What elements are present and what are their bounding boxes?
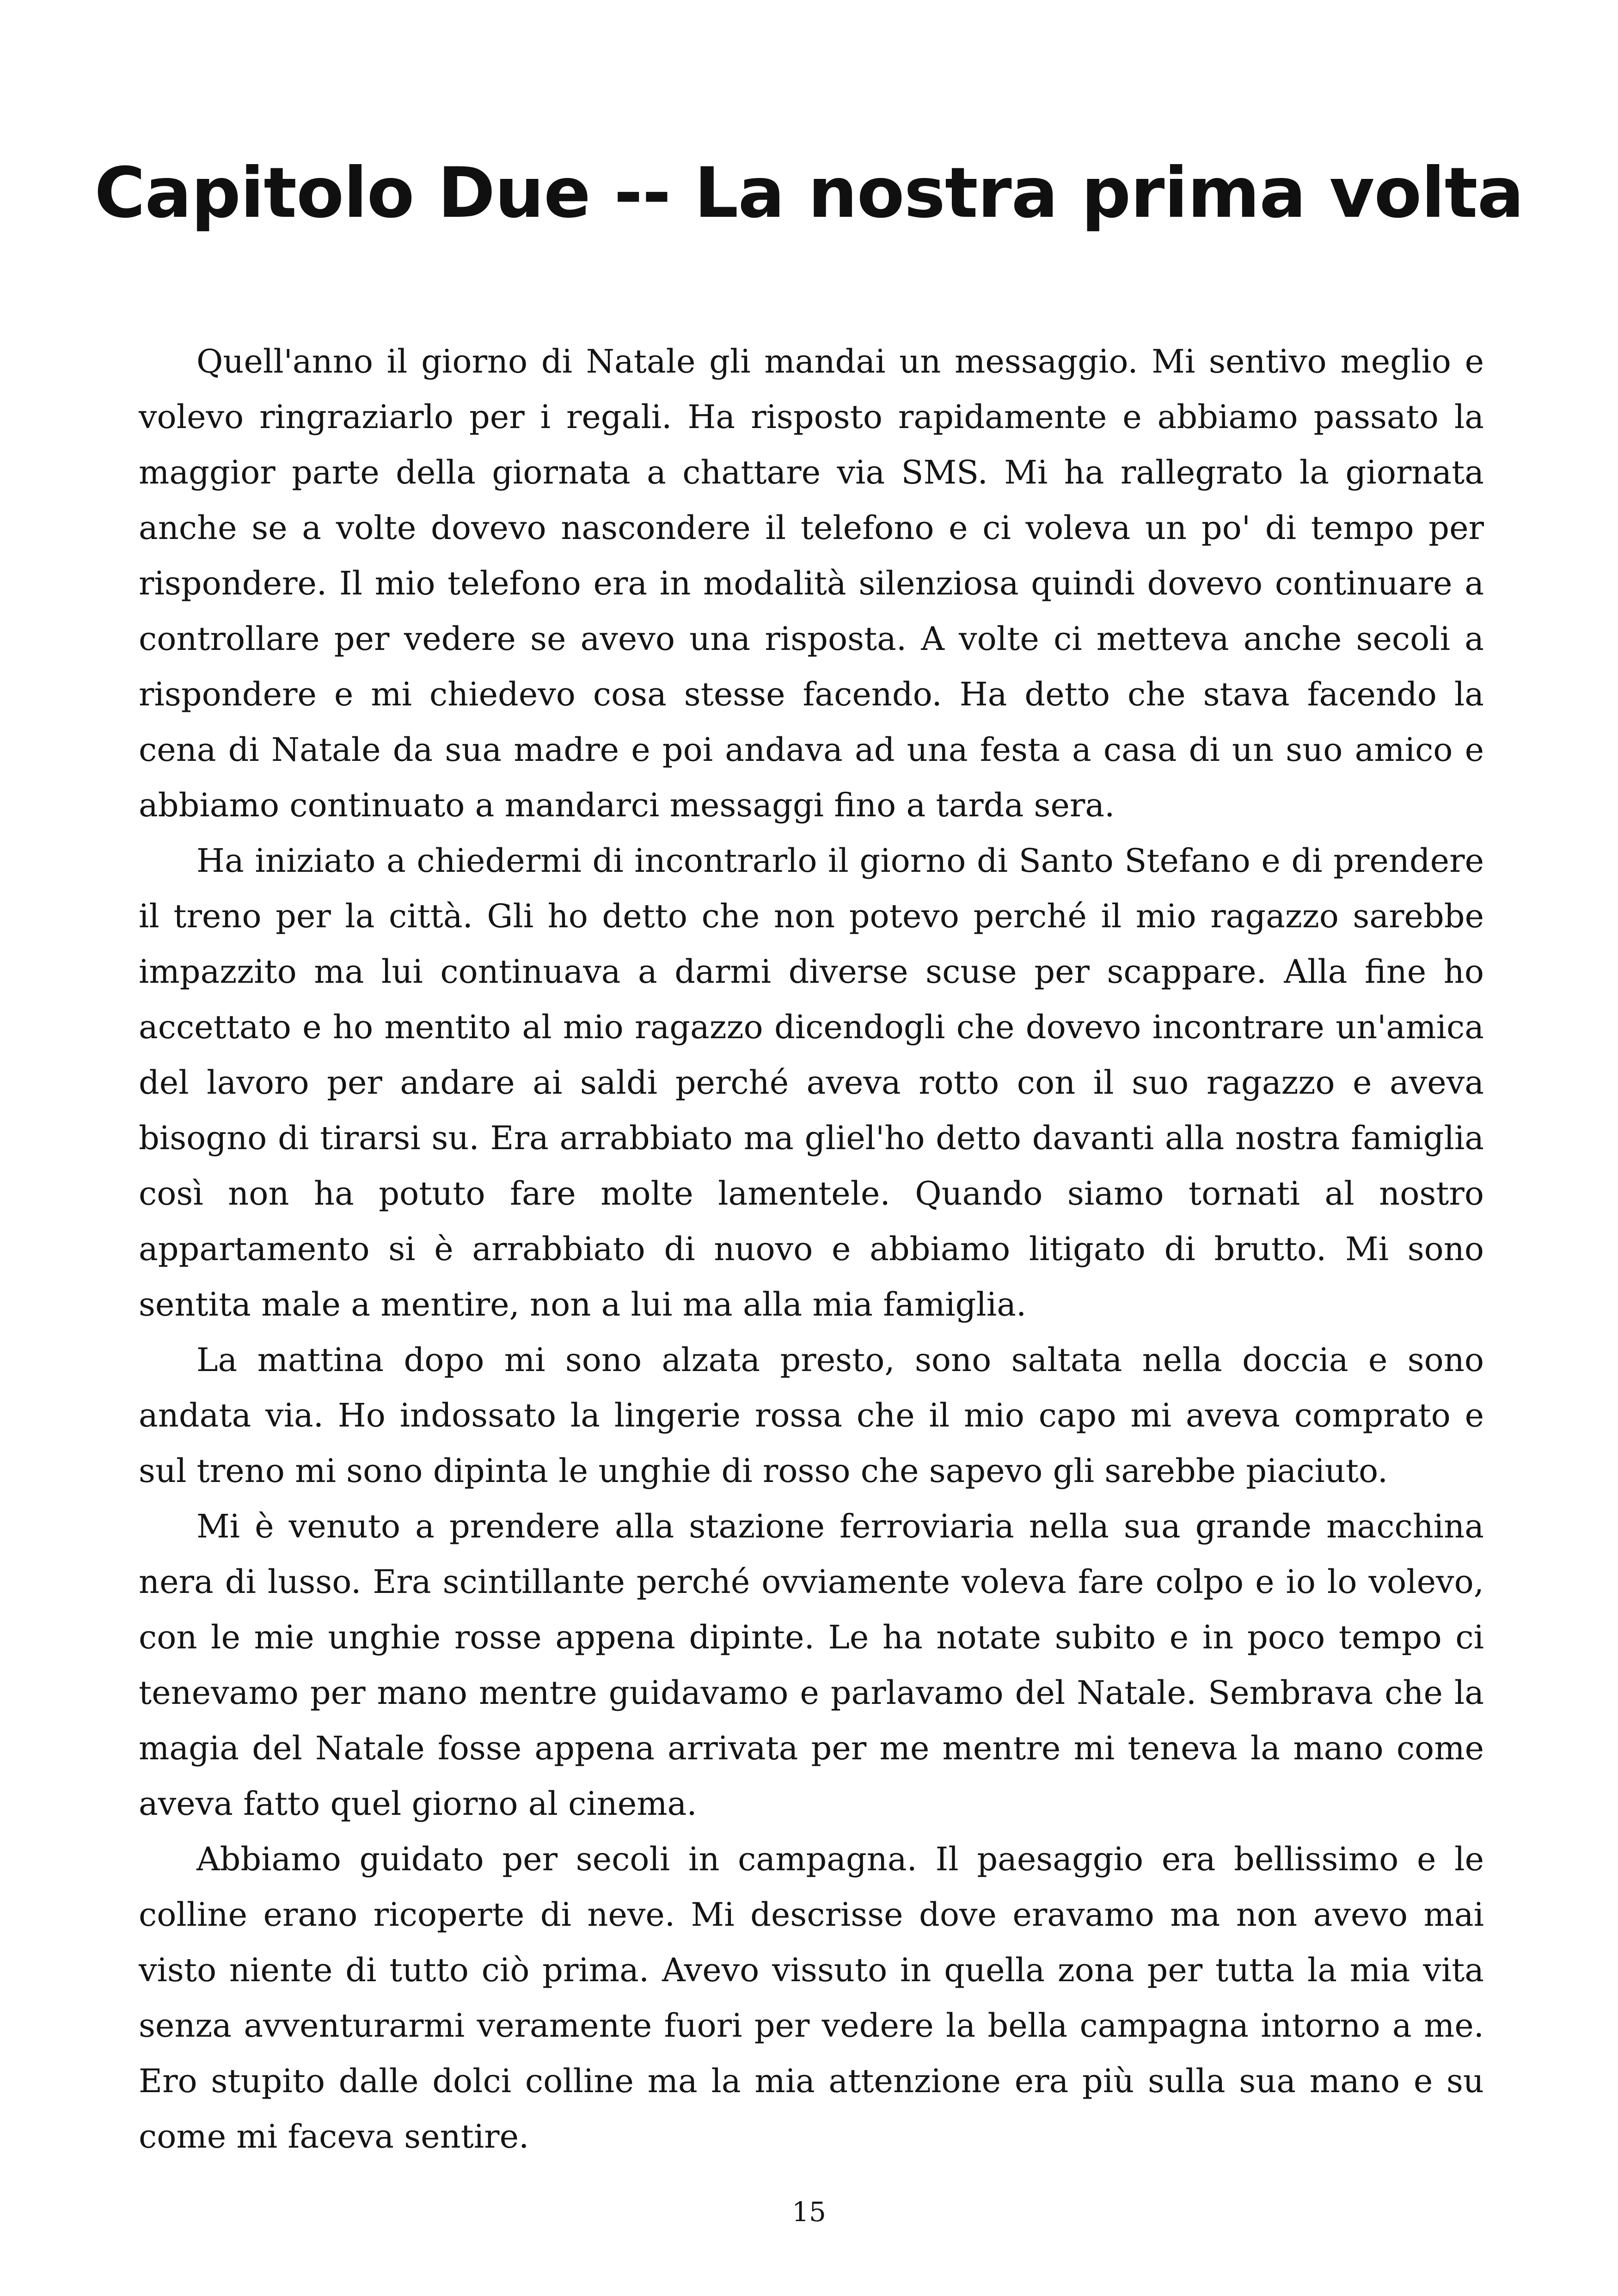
paragraph: Ha iniziato a chiedermi di incontrarlo il giorno di Santo Stefano e di prendere il treno per la città. Gli ho detto che non potevo perché il mio ragazzo sarebbe impazzito ma lui continuava a darmi diverse scuse per scappare. Alla fine ho accettato e ho mentito al mio ragazzo dicendogli che dovevo incontrare un'amica del lavoro per andare ai saldi perché aveva rotto con il suo ragazzo e aveva bisogno di tirarsi su. Era arrabbiato ma gliel'ho detto davanti alla nostra famiglia così non ha potuto fare molte lamentele. Quando siamo tornati al nostro appartamento si è arrabbiato di nuovo e abbiamo litigato di brutto. Mi sono sentita male a mentire, non a lui ma alla mia famiglia. bbox=[139, 842, 1484, 1323]
chapter-title: Capitolo Due -- La nostra prima volta bbox=[94, 153, 1524, 233]
chapter-body bbox=[139, 334, 1484, 2164]
page-number: 15 bbox=[792, 2196, 826, 2228]
paragraph: La mattina dopo mi sono alzata presto, sono saltata nella doccia e sono andata via. Ho indossato la lingerie rossa che il mio capo mi aveva comprato e sul treno mi sono dipinta le unghie di rosso che sapevo gli sarebbe piaciuto. bbox=[139, 1341, 1484, 1490]
paragraph: Quell'anno il giorno di Natale gli mandai un messaggio. Mi sentivo meglio e volevo ringraziarlo per i regali. Ha risposto rapidamente e abbiamo passato la maggior parte della giornata a chattare via SMS. Mi ha rallegrato la giornata anche se a volte dovevo nascondere il telefono e ci voleva un po' di tempo per rispondere. Il mio telefono era in modalità silenziosa quindi dovevo continuare a controllare per vedere se avevo una risposta. A volte ci metteva anche secoli a rispondere e mi chiedevo cosa stesse facendo. Ha detto che stava facendo la cena di Natale da sua madre e poi andava ad una festa a casa di un suo amico e abbiamo continuato a mandarci messaggi fino a tarda sera. bbox=[139, 343, 1484, 824]
paragraph: Abbiamo guidato per secoli in campagna. Il paesaggio era bellissimo e le colline erano ricoperte di neve. Mi descrisse dove eravamo ma non avevo mai visto niente di tutto ciò prima. Avevo vissuto in quella zona per tutta la mia vita senza avventurarmi veramente fuori per vedere la bella campagna intorno a me. Ero stupito dalle dolci colline ma la mia attenzione era più sulla sua mano e su come mi faceva sentire. bbox=[139, 1840, 1484, 2155]
paragraph: Mi è venuto a prendere alla stazione ferroviaria nella sua grande macchina nera di lusso. Era scintillante perché ovviamente voleva fare colpo e io lo volevo, con le mie unghie rosse appena dipinte. Le ha notate subito e in poco tempo ci tenevamo per mano mentre guidavamo e parlavamo del Natale. Sembrava che la magia del Natale fosse appena arrivata per me mentre mi teneva la mano come aveva fatto quel giorno al cinema. bbox=[139, 1507, 1484, 1823]
